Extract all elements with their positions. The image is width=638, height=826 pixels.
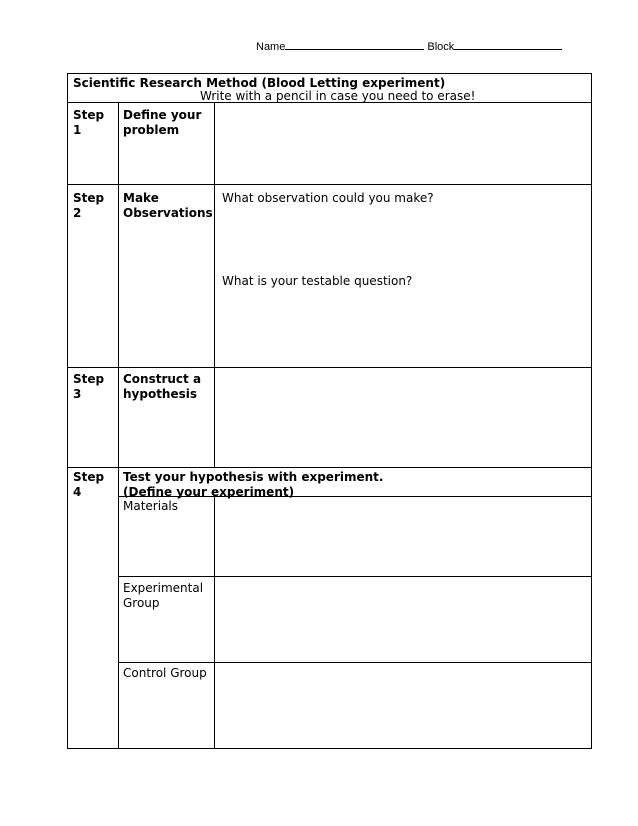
step-number: 3: [73, 387, 82, 401]
block-field[interactable]: [454, 38, 562, 50]
testable-question-prompt: What is your testable question?: [222, 274, 413, 288]
step-3-answer-area[interactable]: [215, 368, 591, 467]
step-3-title: [123, 372, 201, 402]
step-word: Step: [73, 191, 105, 205]
row-divider: [68, 467, 591, 468]
experimental-group-label: [123, 581, 203, 611]
step-title-line: Define your: [123, 108, 202, 122]
step-4-label: [73, 470, 104, 500]
worksheet-table: [67, 73, 592, 749]
control-group-label: Control Group: [123, 666, 207, 680]
observation-prompt: What observation could you make?: [222, 191, 434, 205]
step-1-label: [73, 108, 104, 138]
worksheet-title: Scientific Research Method (Blood Letting experiment): [73, 76, 446, 90]
step-2-title: [123, 191, 213, 221]
label-line: Group: [123, 596, 160, 610]
step-1-title: [123, 108, 201, 138]
step-number: 2: [73, 206, 82, 220]
step-title-line: hypothesis: [123, 387, 198, 401]
materials-label: Materials: [123, 499, 179, 513]
block-label: Block: [427, 41, 455, 53]
label-line: Experimental: [123, 581, 204, 595]
step-4-title: [123, 470, 383, 500]
observation-answer-area[interactable]: [215, 209, 591, 269]
step-3-label: [73, 372, 104, 402]
worksheet-instruction: Write with a pencil in case you need to erase!: [200, 89, 476, 103]
step-title-line: Test your hypothesis with experiment.: [123, 470, 384, 484]
step-title-line: problem: [123, 123, 180, 137]
materials-answer-area[interactable]: [215, 497, 591, 576]
step-title-line: Observations: [123, 206, 213, 220]
step-number: 4: [73, 485, 82, 499]
step-2-label: [73, 191, 104, 221]
column-divider: [118, 102, 119, 748]
step-word: Step: [73, 108, 105, 122]
step-title-line: Construct a: [123, 372, 202, 386]
name-label: Name: [256, 41, 286, 53]
control-group-answer-area[interactable]: [215, 663, 591, 748]
step-title-line: Make: [123, 191, 159, 205]
step-title-line: (Define your experiment): [123, 485, 295, 499]
step-word: Step: [73, 470, 105, 484]
step-number: 1: [73, 123, 82, 137]
step-word: Step: [73, 372, 105, 386]
name-field[interactable]: [285, 38, 424, 50]
row-divider: [68, 184, 591, 185]
name-block-line: [256, 38, 562, 53]
experimental-group-answer-area[interactable]: [215, 577, 591, 662]
step-1-answer-area[interactable]: [215, 103, 591, 184]
question-answer-area[interactable]: [215, 292, 591, 366]
